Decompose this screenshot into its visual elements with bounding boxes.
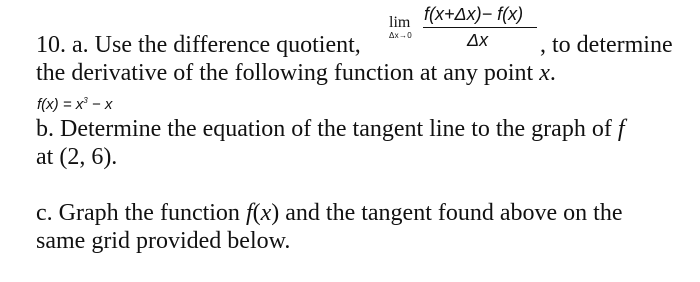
fraction-bar [423, 27, 537, 28]
limit-word: lim [389, 14, 411, 31]
part-c-function: f [245, 200, 253, 226]
function-exponent: 3 [83, 96, 88, 105]
function-lhs: f(x) = x [37, 96, 84, 113]
part-b-variable: f [617, 116, 625, 142]
function-definition [37, 92, 112, 114]
part-c-paren: ( [252, 200, 261, 226]
question-line-2-variable: x [539, 60, 550, 86]
part-c-arg: x [260, 200, 272, 226]
part-c-line-1 [36, 199, 623, 227]
question-after-limit: , to determine [540, 32, 673, 58]
fraction-denominator: Δx [467, 30, 489, 50]
part-b-text: b. Determine the equation of the tangent line to the graph of [36, 116, 618, 142]
limit-subscript: Δx→0 [389, 31, 412, 40]
part-b-line-1 [36, 115, 624, 143]
part-c-pre: c. Graph the function [36, 200, 246, 226]
question-intro: 10. a. Use the difference quotient, [36, 32, 361, 58]
fraction-numerator: f(x+Δx)− f(x) [424, 4, 524, 24]
question-line-2-end: . [549, 60, 556, 86]
question-line-2 [36, 59, 556, 87]
part-c-line-2: same grid provided below. [36, 228, 291, 254]
part-b-line-2: at (2, 6). [36, 144, 118, 170]
function-rhs: − x [87, 96, 113, 113]
part-c-post: ) and the tangent found above on the [271, 200, 623, 226]
question-line-2-text: the derivative of the following function at any point [36, 60, 540, 86]
